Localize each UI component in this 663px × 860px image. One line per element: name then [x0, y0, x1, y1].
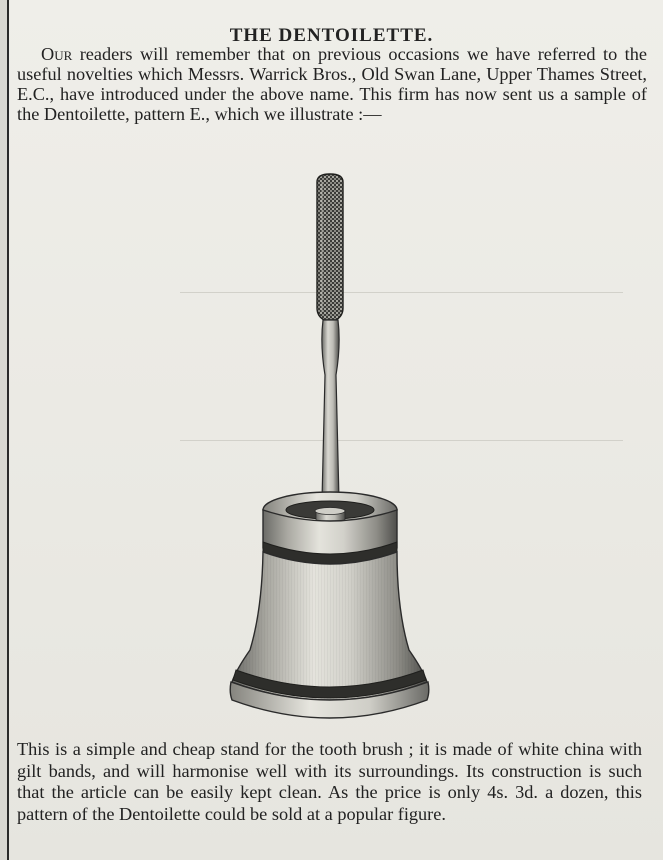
intro-text: readers will remember that on previous occasions we have referred to the useful novelties which Messrs. Warrick Bros., Old Swan Lane, Upper Thames Street, E.C., have introduced under the above name. This firm has now sent us a sample of the Dentoilette, pattern E., which we illustrate :— [17, 44, 647, 124]
column-rule [7, 0, 9, 860]
article-title: THE DENTOILETTE. [229, 24, 434, 46]
closing-paragraph [17, 739, 642, 825]
intro-first-word: Our [41, 44, 73, 64]
closing-text: This is a simple and cheap stand for the tooth brush ; it is made of white china with gilt bands, and will harmonise well with its surroundings. Its construction is such that the article can be easily kept clean. As the price is only 4s. 3d. a dozen, this pattern of the Dentoilette could be sold at a popular figure. [17, 739, 642, 824]
page-margin [0, 0, 7, 860]
brush-head [317, 174, 343, 320]
tooth-brush-stand-illustration [222, 170, 437, 728]
intro-paragraph [17, 44, 647, 124]
